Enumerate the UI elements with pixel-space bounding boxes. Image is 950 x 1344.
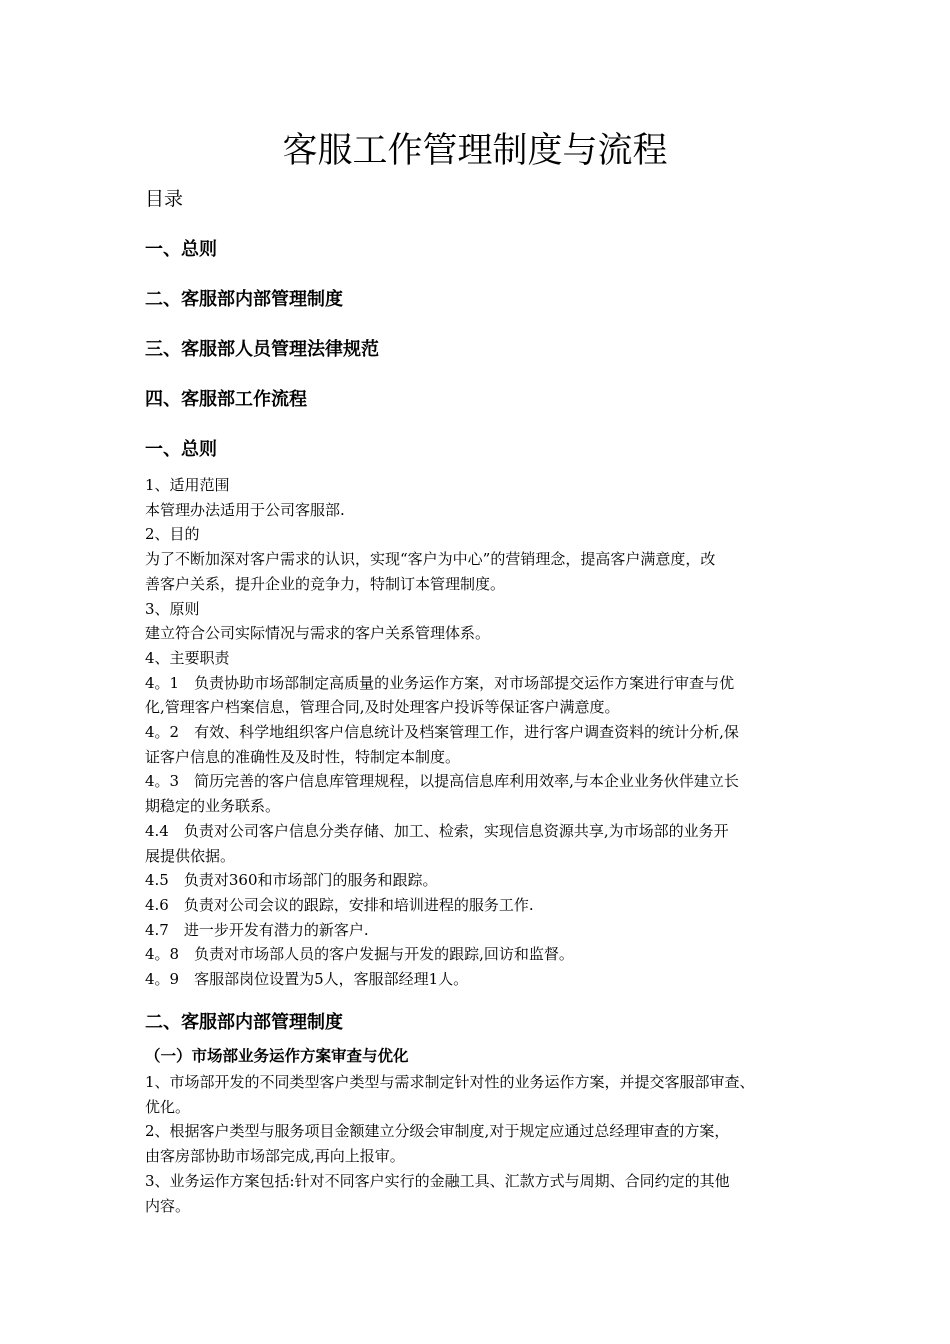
toc-item-general: 一、总则 — [145, 239, 217, 259]
section-internal-rules-body — [145, 1070, 825, 1218]
paragraph-line: 4.7 进一步开发有潜力的新客户. — [145, 920, 369, 939]
paragraph-line: 1、市场部开发的不同类型客户类型与需求制定针对性的业务运作方案，并提交客服部审查、 — [145, 1073, 755, 1091]
toc-item-workflow: 四、客服部工作流程 — [145, 389, 307, 409]
paragraph-line: 内容。 — [145, 1196, 191, 1215]
paragraph-line: 展提供依据。 — [145, 846, 236, 865]
paragraph-line: 期稳定的业务联系。 — [145, 797, 281, 816]
section-heading-general: 一、总则 — [145, 439, 217, 459]
paragraph-line: 4。1 负责协助市场部制定高质量的业务运作方案，对市场部提交运作方案进行审查与优 — [145, 673, 735, 692]
paragraph-line: 3、原则 — [145, 599, 200, 618]
toc-item-internal-rules: 二、客服部内部管理制度 — [145, 289, 343, 309]
section-general-body — [145, 473, 825, 992]
paragraph-line: 4.6 负责对公司会议的跟踪，安排和培训进程的服务工作. — [145, 895, 534, 914]
paragraph-line: 3、业务运作方案包括:针对不同客户实行的金融工具、汇款方式与周期、合同约定的其他 — [145, 1171, 730, 1190]
document-title: 客服工作管理制度与流程 — [282, 131, 668, 170]
paragraph-line: 优化。 — [145, 1097, 191, 1116]
toc-item-legal-norms: 三、客服部人员管理法律规范 — [145, 339, 379, 359]
paragraph-line: 为了不断加深对客户需求的认识，实现“客户为中心”的营销理念，提高客户满意度，改 — [145, 550, 716, 569]
paragraph-line: 4。2 有效、科学地组织客户信息统计及档案管理工作，进行客户调查资料的统计分析,保 — [145, 723, 739, 742]
paragraph-line: 4。8 负责对市场部人员的客户发掘与开发的跟踪,回访和监督。 — [145, 945, 574, 964]
paragraph-line: 证客户信息的准确性及及时性，特制定本制度。 — [145, 747, 461, 766]
paragraph-line: 化,管理客户档案信息，管理合同,及时处理客户投诉等保证客户满意度。 — [145, 698, 620, 717]
paragraph-line: 4。9 客服部岗位设置为5人，客服部经理1人。 — [145, 970, 469, 989]
paragraph-line: 4、主要职责 — [145, 648, 230, 667]
paragraph-line: 4。3 简历完善的客户信息库管理规程，以提高信息库利用效率,与本企业业务伙伴建立长 — [145, 772, 739, 791]
paragraph-line: 2、根据客户类型与服务项目金额建立分级会审制度,对于规定应通过总经理审查的方案， — [145, 1122, 730, 1141]
paragraph-line: 善客户关系，提升企业的竞争力，特制订本管理制度。 — [145, 574, 506, 593]
paragraph-line: 建立符合公司实际情况与需求的客户关系管理体系。 — [145, 624, 491, 643]
paragraph-line: 本管理办法适用于公司客服部. — [145, 500, 345, 519]
paragraph-line: 2、目的 — [145, 525, 200, 544]
toc-label: 目录 — [145, 189, 184, 210]
section-heading-internal-rules: 二、客服部内部管理制度 — [145, 1012, 343, 1032]
paragraph-line: 1、适用范围 — [145, 476, 230, 494]
paragraph-line: 由客房部协助市场部完成,再向上报审。 — [145, 1147, 405, 1166]
paragraph-line: 4.4 负责对公司客户信息分类存储、加工、检索，实现信息资源共享,为市场部的业务开 — [145, 821, 729, 840]
paragraph-line: 4.5 负责对360和市场部门的服务和跟踪。 — [145, 871, 438, 890]
subsection-heading: （一）市场部业务运作方案审查与优化 — [145, 1048, 409, 1065]
